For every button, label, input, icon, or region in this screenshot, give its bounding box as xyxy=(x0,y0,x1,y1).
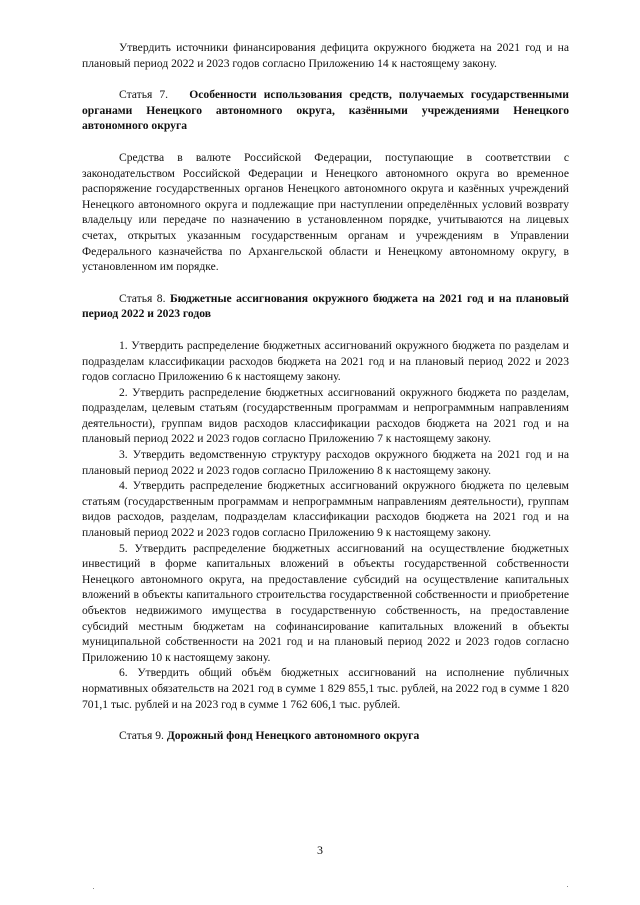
scan-speck xyxy=(93,888,94,889)
scan-speck xyxy=(567,886,568,887)
spacer xyxy=(82,275,569,291)
article-7-heading xyxy=(82,87,569,134)
article-8-item: 3. Утвердить ведомственную структуру расходов окружного бюджета на 2021 год и на плановый период 2022 и 2023 годов согласно Приложению 8 к настоящему закону. xyxy=(82,448,569,477)
article-8-item: 1. Утвердить распределение бюджетных ассигнований окружного бюджета по разделам и подразделам классификации расходов бюджета на 2021 год и на плановый период 2022 и 2023 годов согласно Приложению 6 к настоящему закону. xyxy=(82,338,569,384)
article-8-item: 5. Утвердить распределение бюджетных ассигнований на осуществление бюджетных инвестиций в форме капитальных вложений в объекты государственной собственности Ненецкого автономного округа, на предоставление субсидий на осуществление капитальных вложений в объекты капитального строительства государственной собственности и приобретение объектов недвижимого имущества в государственную собственность, на предоставление субсидий местным бюджетам на софинансирование капитальных вложений в объекты муниципальной собственности на 2021 год и на плановый период 2022 и 2023 годов согласно Приложению 10 к настоящему закону. xyxy=(82,541,569,664)
article-8-heading xyxy=(82,291,569,322)
intro-paragraph: Утвердить источники финансирования дефицита окружного бюджета на 2021 год и на плановый период 2022 и 2023 годов согласно Приложению 14 к настоящему закону. xyxy=(82,41,569,70)
article-7-title: Особенности использования средств, получаемых государственными органами Ненецкого автономного округа, казёнными учреждениями Ненецкого автономного округа xyxy=(82,88,569,133)
article-8-item: 6. Утвердить общий объём бюджетных ассигнований на исполнение публичных нормативных обязательств на 2021 год в сумме 1 829 855,1 тыс. рублей, на 2022 год в сумме 1 820 701,1 тыс. рублей и на 2023 год в сумме 1 762 606,1 тыс. рублей. xyxy=(82,666,569,711)
article-9-title: Дорожный фонд Ненецкого автономного округа xyxy=(166,729,420,743)
document-page xyxy=(82,40,569,744)
spacer xyxy=(82,134,569,150)
spacer xyxy=(82,71,569,87)
page-number: 3 xyxy=(317,843,323,857)
article-9-label: Статья 9. xyxy=(119,729,164,743)
article-7-text: Средства в валюте Российской Федерации, поступающие в соответствии с законодательством Российской Федерации и Ненецкого автономного округа во временное распоряжение государственных органов Ненецкого автономного округа и казённых учреждений Ненецкого автономного округа и подлежащие при наступлении определённых условий возврату владельцу или передаче по назначению в установленном порядке, учитываются на лицевых счетах, открытых указанным государственным органам и учреждениям в Управлении Федерального казначейства по Архангельской области и Ненецкому автономному округу, в установленном им порядке. xyxy=(82,150,569,274)
spacer xyxy=(82,712,569,728)
spacer xyxy=(82,322,569,338)
article-9-heading xyxy=(82,728,569,744)
article-8-label: Статья 8. xyxy=(119,291,166,305)
article-7-label: Статья 7. xyxy=(119,88,169,102)
article-8-title: Бюджетные ассигнования окружного бюджета на 2021 год и на плановый период 2022 и 2023 годов xyxy=(82,291,569,321)
article-8-item: 4. Утвердить распределение бюджетных ассигнований окружного бюджета по целевым статьям (государственным программам и непрограммным направлениям деятельности), группам видов расходов, разделам, подразделам классификации расходов бюджета на 2021 год и на плановый период 2022 и 2023 годов согласно Приложению 9 к настоящему закону. xyxy=(82,479,569,540)
article-8-item: 2. Утвердить распределение бюджетных ассигнований окружного бюджета по разделам, подразделам, целевым статьям (государственным программам и непрограммным направлениям деятельности), группам видов расходов классификации расходов бюджета на 2021 год и на плановый период 2022 и 2023 годов согласно Приложению 7 к настоящему закону. xyxy=(82,385,569,446)
